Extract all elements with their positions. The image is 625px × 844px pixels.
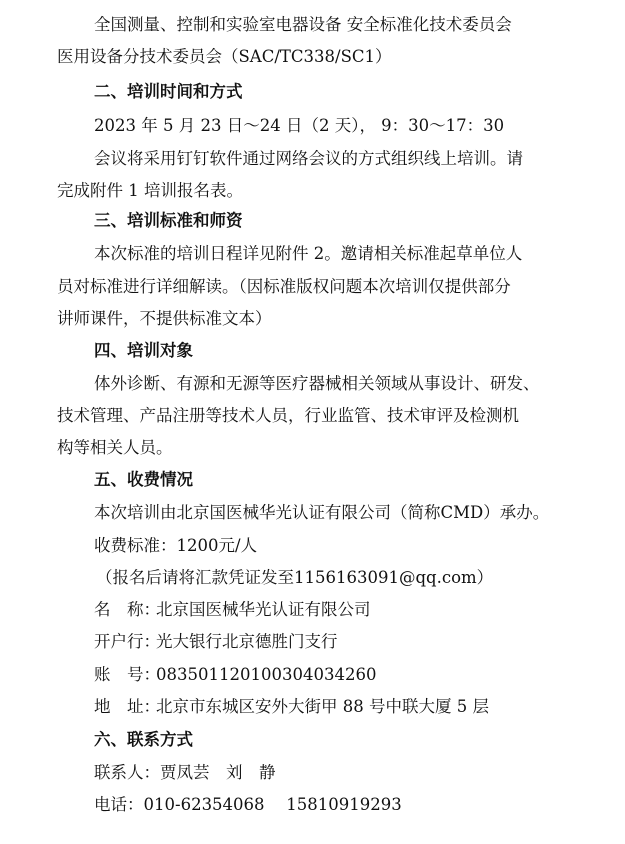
bank-address-value: 北京市东城区安外大街甲 88 号中联大厦 5 层 — [156, 697, 489, 716]
section-2-heading: 二、培训时间和方式 — [94, 82, 243, 101]
bank-branch-value: 光大银行北京德胜门支行 — [156, 632, 338, 651]
standards-line-3: 讲师课件，不提供标准文本） — [57, 309, 272, 328]
bank-branch-row — [94, 631, 338, 653]
section-4-heading: 四、培训对象 — [94, 341, 193, 360]
bank-address-label: 地 址： — [94, 697, 160, 716]
training-date-line: 2023 年 5 月 23 日～24 日（2 天）， 9：30～17：30 — [94, 116, 505, 135]
organizer-line-2: 医用设备分技术委员会（SAC/TC338/SC1） — [57, 47, 392, 66]
bank-branch-label: 开户行： — [94, 632, 160, 651]
training-method-line-1: 会议将采用钉钉软件通过网络会议的方式组织线上培训。请 — [94, 149, 523, 168]
organizer-line-1: 全国测量、控制和实验室电器设备 安全标准化技术委员会 — [94, 15, 512, 34]
bank-account-row — [94, 664, 376, 686]
standards-line-1: 本次标准的培训日程详见附件 2。邀请相关标准起草单位人 — [94, 244, 523, 263]
training-method-line-2: 完成附件 1 培训报名表。 — [57, 181, 243, 200]
fee-line: 收费标准：1200元/人 — [94, 536, 258, 555]
bank-address-row — [94, 696, 489, 718]
standards-line-2: 员对标准进行详细解读。（因标准版权问题本次培训仅提供部分 — [57, 277, 511, 296]
audience-line-2: 技术管理、产品注册等技术人员，行业监管、技术审评及检测机 — [57, 406, 519, 425]
section-6-heading: 六、联系方式 — [94, 730, 193, 749]
section-5-heading: 五、收费情况 — [94, 470, 193, 489]
bank-name-value: 北京国医械华光认证有限公司 — [156, 600, 371, 619]
audience-line-3: 构等相关人员。 — [57, 438, 173, 457]
organizer-company-line: 本次培训由北京国医械华光认证有限公司（简称CMD）承办。 — [94, 503, 550, 522]
bank-name-label: 名 称： — [94, 600, 160, 619]
audience-line-1: 体外诊断、有源和无源等医疗器械相关领域从事设计、研发、 — [94, 374, 540, 393]
bank-account-label: 账 号： — [94, 665, 160, 684]
section-3-heading: 三、培训标准和师资 — [94, 211, 243, 230]
bank-name-row — [94, 599, 371, 621]
contact-phone-line: 电话：010-62354068 15810919293 — [94, 795, 402, 814]
email-note-line: （报名后请将汇款凭证发至1156163091@qq.com） — [96, 568, 494, 587]
bank-account-value: 08350112010030403426​0 — [156, 665, 377, 684]
contact-person-line: 联系人：贾凤芸 刘 静 — [94, 763, 276, 782]
